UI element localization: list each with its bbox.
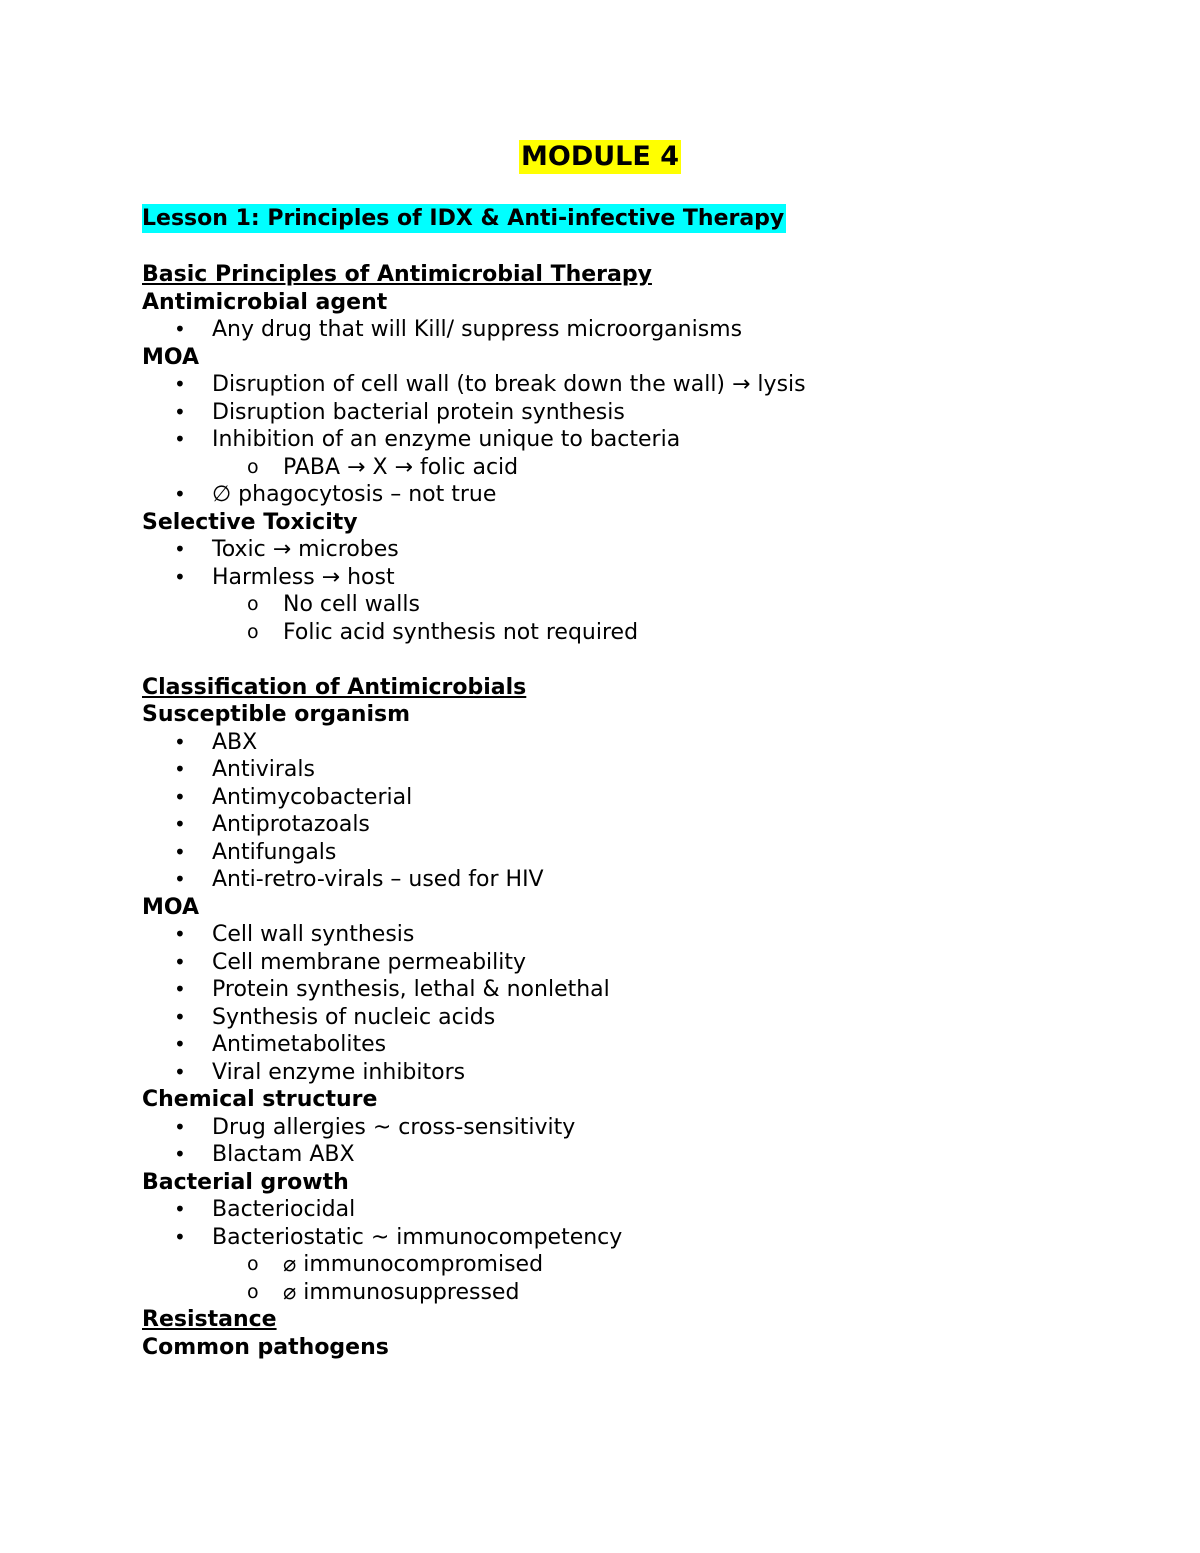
sub-bullet-item: o PABA → X → folic acid — [142, 454, 1142, 482]
subheading: MOA — [142, 344, 200, 370]
section-heading: Resistance — [142, 1307, 277, 1332]
bullet-item: • Bacteriostatic ~ immunocompetency — [142, 1224, 1142, 1252]
module-title: MODULE 4 — [521, 141, 679, 172]
bullet-item: • Synthesis of nucleic acids — [142, 1004, 1142, 1032]
bullet-item: • ∅ phagocytosis – not true — [142, 481, 1142, 509]
bullet-item: • Harmless → host — [142, 564, 1142, 592]
bullet-item: • Anti-retro-virals – used for HIV — [142, 866, 1142, 894]
subheading: Chemical structure — [142, 1087, 378, 1112]
bullet-item: • Antimetabolites — [142, 1031, 1142, 1059]
subheading: Antimicrobial agent — [142, 289, 388, 315]
sub-bullet-item: o ⌀ immunocompromised — [142, 1251, 1142, 1279]
bullet-item: • Blactam ABX — [142, 1141, 1142, 1169]
bullet-item: • Disruption bacterial protein synthesis — [142, 399, 1142, 427]
bullet-item: • Antifungals — [142, 839, 1142, 867]
bullet-item: • Any drug that will Kill/ suppress microorganisms — [142, 316, 1142, 344]
bullet-item: • Bacteriocidal — [142, 1196, 1142, 1224]
bullet-item: • Antivirals — [142, 756, 1142, 784]
bullet-item: • Toxic → microbes — [142, 536, 1142, 564]
subheading: Selective Toxicity — [142, 509, 358, 535]
bullet-item: • Disruption of cell wall (to break down the wall) → lysis — [142, 371, 1142, 399]
lesson-heading: Lesson 1: Principles of IDX & Anti-infective Therapy — [142, 206, 785, 231]
subheading: Common pathogens — [142, 1334, 389, 1360]
subheading: Susceptible organism — [142, 702, 411, 727]
section-heading: Basic Principles of Antimicrobial Therapy — [142, 262, 652, 287]
bullet-item: • Protein synthesis, lethal & nonlethal — [142, 976, 1142, 1004]
title-container — [0, 140, 1200, 174]
sub-bullet-item: o Folic acid synthesis not required — [142, 619, 1142, 647]
bullet-item: • Antiprotazoals — [142, 811, 1142, 839]
sub-bullet-item: o No cell walls — [142, 591, 1142, 619]
subheading: MOA — [142, 894, 200, 920]
section-heading: Classification of Antimicrobials — [142, 674, 527, 700]
spacer — [142, 646, 1142, 674]
bullet-item: • ABX — [142, 729, 1142, 757]
sub-bullet-item: o ⌀ immunosuppressed — [142, 1279, 1142, 1307]
bullet-item: • Antimycobacterial — [142, 784, 1142, 812]
bullet-item: • Drug allergies ~ cross-sensitivity — [142, 1114, 1142, 1142]
notes-content — [142, 261, 1142, 1361]
bullet-item: • Viral enzyme inhibitors — [142, 1059, 1142, 1087]
bullet-item: • Cell membrane permeability — [142, 949, 1142, 977]
bullet-item: • Cell wall synthesis — [142, 921, 1142, 949]
bullet-item: • Inhibition of an enzyme unique to bacteria — [142, 426, 1142, 454]
subheading: Bacterial growth — [142, 1169, 349, 1195]
